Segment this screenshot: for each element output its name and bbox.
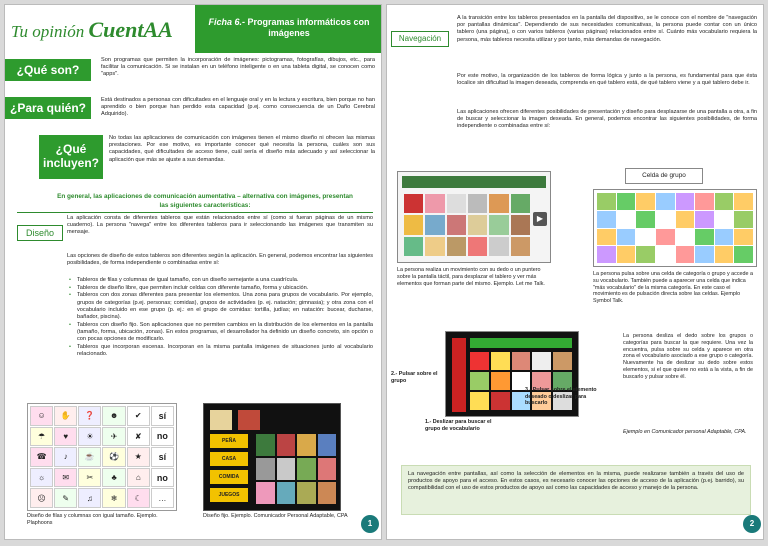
que-son-text: Son programas que permiten la incorporación de imágenes: pictogramas, fotografías, dibujos, etc., para facilitar la comunicación. Si se instalan en un teléfono inteligente o en una tableta digital, se conocen como "apps". bbox=[101, 57, 375, 78]
brand-logo: Tu opinión CuentAA bbox=[11, 17, 173, 42]
list-item: • Tableros con diseño fijo. Son aplicaciones que no permiten cambios en la distribución de los elementos en la pantalla (tamaño, forma, ubicación, zonas). En estos programas, el desarrollador ha definido un diseño concreto, sin opción o con pocas opciones de modificarlo. bbox=[67, 322, 373, 344]
list-item: • Tableros con dos zonas diferentes para presentar los elementos. Una zona para grupos de vocabulario. Por ejemplo, grupos de categorías (p.ej. personas; comidas), grupos de actividades (p. ej. natación; gimnasia); y otra zona con el vocabulario incluido en ese grupo (p. ej.: en el grupo de comidas: tortilla, judías; en natación: bucear, ducharse, bañador, piscina). bbox=[67, 292, 373, 321]
caption-cpa-navigation: La persona desliza el dedo sobre los grupos o categorías para buscar la que requiere. Una vez la encuentra, pulsa sobre su celda y aparece en otra zona el vocabulario asociado a ese grupo o categoría. Nuevamente ha de deslizar su dedo sobre estos elementos, si el que quiere no está a la vista, a fin de buscarlo y pulsar sobre él. bbox=[623, 333, 753, 380]
caption-plaphoons: Diseño de filas y columnas con igual tamaño. Ejemplo. Plaphoons bbox=[27, 513, 158, 526]
cpa-label: PEÑA bbox=[210, 434, 248, 448]
nav-para-3: Las aplicaciones ofrecen diferentes posibilidades de presentación y diseño para desplazarse de una pantalla a otra, a fin de buscar y seleccionar la imagen deseada. En general, podemos encontrar las siguientes posibilidades, de forma independiente o combinadas entre sí: bbox=[457, 109, 757, 130]
plaphoons-grid-image: ☺ ✋ ❓ ☻ ✔ sí ☂ ♥ ☀ ✈ ✘ no ☎ ♪ ☕ ⚽ ★ sí ☼ ✉ ✂ ♣ ⌂ no ☹ ✎ ♫ ❄ ☾ … bbox=[27, 403, 177, 511]
annotation-step-1: 1.- Deslizar para buscar el grupo de vocabulario bbox=[425, 419, 492, 432]
cpa-label: JUEGOS bbox=[210, 488, 248, 502]
que-son-heading: ¿Qué son? bbox=[5, 59, 91, 81]
caption-symboltalk: La persona pulsa sobre una celda de categoría o grupo y accede a su vocabulario. También puede a aparecer una celda que indica "más vocabulario" de la misma categoría. En este caso el movimiento es de pulsación directa sobre las celdas. Ejemplo Symbol Talk. bbox=[593, 271, 754, 305]
ficha-title: Programas informáticos con imágenes bbox=[247, 17, 370, 38]
caption-letmetalk: La persona realiza un movimiento con su dedo o un puntero sobre la pantalla táctil, para desplazar el tablero y ver más elementos que forman parte del mismo. Ejemplo. Let me Talk. bbox=[397, 267, 545, 287]
nav-para-1: A la transición entre los tableros presentados en la pantalla del dispositivo, se le conoce con el nombre de "navegación por pantallas dinámicas". Dependiendo de sus necesidades comunicativas, la persona puede contar con un único tablero (una página), o con varios tableros (varias páginas) relacionados entre sí. Cuánto más vocabulario requiera la persona, más tableros necesita utilizar y por tanto, más demandas de navegación. bbox=[457, 15, 757, 43]
page-2 bbox=[386, 4, 764, 540]
caption-cpa-example: Ejemplo en Comunicador personal Adaptable, CPA. bbox=[623, 429, 747, 435]
cpa-label: CASA bbox=[210, 452, 248, 466]
annotation-step-3: 3.- Pulsar sobre el elemento deseado o deslizar para buscarlo bbox=[525, 387, 597, 407]
list-item: • Tableros de filas y columnas de igual tamaño, con un diseño semejante a una cuadrícula. bbox=[67, 277, 373, 284]
letmetalk-screenshot bbox=[397, 171, 551, 263]
diseno-bullets bbox=[67, 277, 373, 359]
play-icon: ▶ bbox=[533, 212, 547, 226]
list-item: • Tableros que incorporan escenas. Incorporan en la misma pantalla imágenes de situaciones junto al vocabulario relacionado. bbox=[67, 344, 373, 358]
diseno-options-intro: Las opciones de diseño de estos tableros son diferentes según la aplicación. En general, podemos encontrar las siguientes posibilidades, de forma independiente o combinadas entre sí: bbox=[67, 253, 373, 267]
diseno-label: Diseño bbox=[17, 225, 63, 241]
access-note: La navegación entre pantallas, así como la selección de elementos en la misma, puede realizarse también a través del uso de productos de apoyo para el acceso. En estos casos, es necesario conocer las opciones de acceso de la aplicación (p.ej. barrido), su compatibilidad con el uso de estos productos de apoyo así como las capacidades de acceso y manejo de la persona. bbox=[401, 465, 751, 515]
page-number: 1 bbox=[361, 515, 379, 533]
section-heading: En general, las aplicaciones de comunicación aumentativa – alternativa con imágenes, presentan las siguientes características: bbox=[57, 193, 353, 209]
grid-word: sí bbox=[151, 406, 174, 426]
celda-de-grupo-label: Celda de grupo bbox=[625, 168, 703, 184]
symboltalk-screenshot bbox=[593, 189, 757, 267]
cpa-fixed-image bbox=[203, 403, 341, 511]
divider bbox=[17, 212, 373, 213]
que-incluyen-text: No todas las aplicaciones de comunicación con imágenes tienen el mismo diseño ni ofrecen las mismas prestaciones. Por ese motivo, es importante conocer qué necesita la persona, cuáles son sus capacidades, qué dificultades de acceso tiene, cuál sería el diseño más adecuado y así seleccionar la aplicación que más se ajuste a sus demandas. bbox=[109, 135, 375, 163]
grid-word: sí bbox=[151, 447, 174, 467]
annotation-step-2: 2.- Pulsar sobre el grupo bbox=[391, 371, 438, 384]
diseno-intro: La aplicación consta de diferentes tableros que están relacionados entre sí (como si fueran páginas de un mismo cuaderno). La persona "navega" entre los diferentes tableros para ir seleccionando las imágenes que transmiten su mensaje. bbox=[67, 215, 373, 236]
nav-para-2: Por este motivo, la organización de los tableros de forma lógica y junto a la persona, es fundamental para que ésta localice sin dificultad la imagen deseada, comprenda en qué tablero está, de qué tablero viene y a qué tablero debe ir. bbox=[457, 73, 757, 87]
que-incluyen-heading: ¿Qué incluyen? bbox=[39, 135, 103, 179]
cpa-label: COMIDA bbox=[210, 470, 248, 484]
grid-word: no bbox=[151, 427, 174, 447]
para-quien-heading: ¿Para quién? bbox=[5, 97, 91, 119]
caption-cpa: Diseño fijo. Ejemplo. Comunicador Personal Adaptable, CPA bbox=[203, 513, 348, 519]
list-item: • Tableros de diseño libre, que permiten incluir celdas con diferente tamaño, forma y ubicación. bbox=[67, 285, 373, 292]
page-1 bbox=[4, 4, 382, 540]
page-number: 2 bbox=[743, 515, 761, 533]
ficha-banner bbox=[195, 5, 382, 53]
grid-word: no bbox=[151, 468, 174, 488]
navegacion-label: Navegación bbox=[391, 31, 449, 47]
ficha-label: Ficha 6.- bbox=[208, 17, 245, 27]
para-quien-text: Está destinados a personas con dificultades en el lenguaje oral y en la lectura y escritura, bien porque no han aprendido o bien porque han perdido esta capacidad (p.ej. como consecuencia de un Daño Cerebral Adquirido). bbox=[101, 97, 375, 118]
